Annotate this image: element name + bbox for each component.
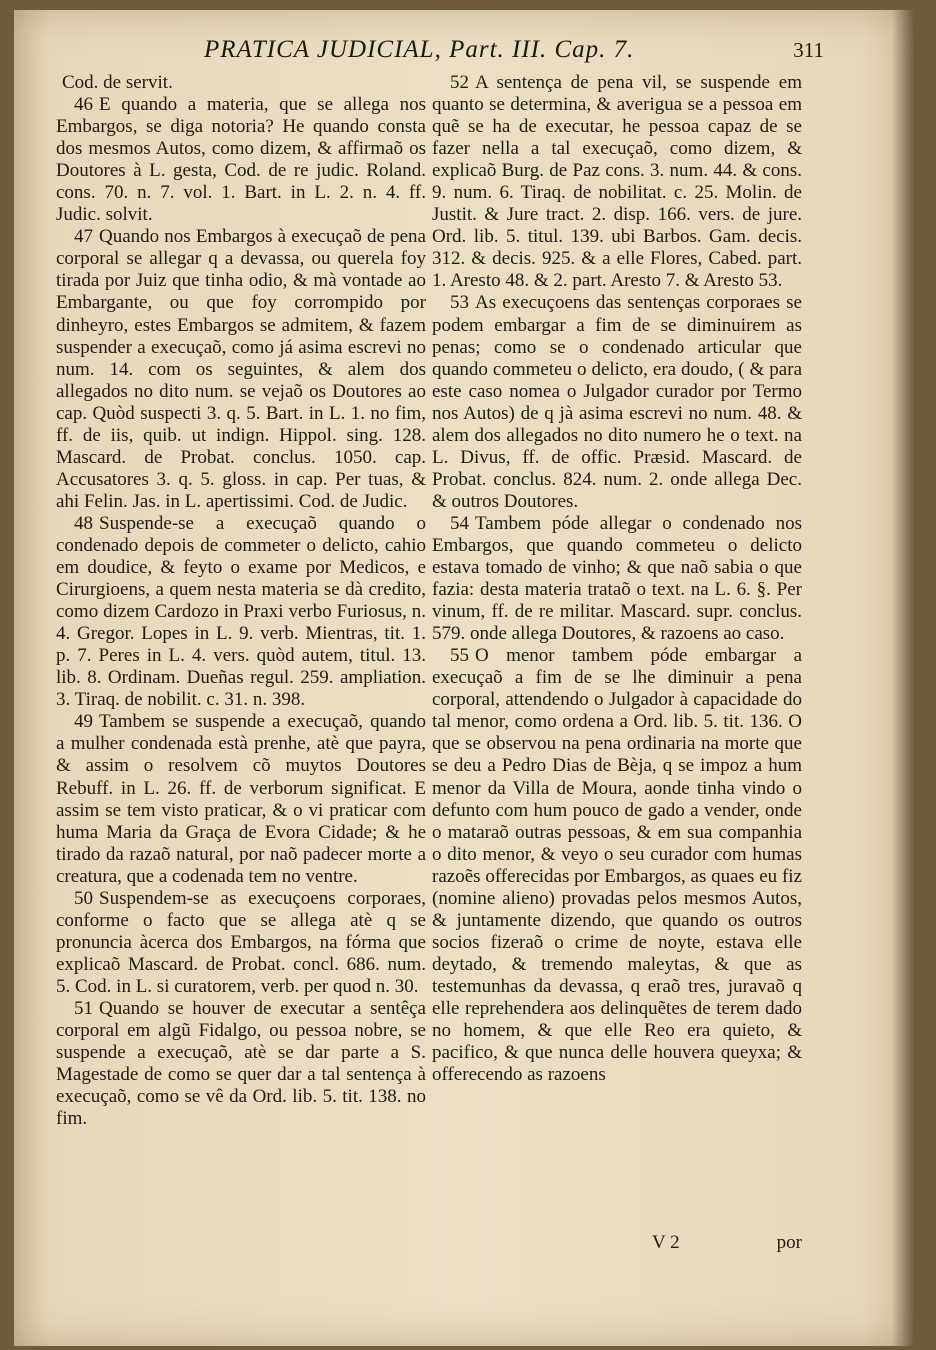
paragraph-number: 48 [74, 512, 93, 534]
book-page [14, 10, 914, 1346]
signature-mark: V 2 [652, 1232, 680, 1253]
paragraph-number: 53 [450, 292, 469, 314]
paragraph [56, 998, 426, 1130]
paragraph-text: Quando se houver de executar a sentêça corporal em algũ Fidalgo, ou pessoa nobre, se suspende a execuçaõ, atè se dar parte a S. Magestade de como se quer dar a tal sentença à execuçaõ, como se vê da Ord. lib. 5. tit. 138. no fim. [56, 997, 426, 1130]
paragraph-number: 49 [74, 711, 93, 733]
catchword: por [776, 1232, 802, 1253]
paragraph-text: Suspende-se a execuçaõ quando o condenado depois de commeter o delicto, cahio em doudice, & feyto o exame por Medicos, e Cirurgioens, a quem nesta materia se dà credito, como dizem Cardozo in Praxi verbo Furiosus, n. 4. Gregor. Lopes in L. 9. verb. Mientras, tit. 1. p. 7. Peres in L. 4. vers. quòd autem, titul. 13. lib. 8. Ordinam. Dueñas regul. 259. ampliation. 3. Tiraq. de nobilit. c. 31. n. 398. [56, 512, 426, 711]
paragraph-text: As execuçoens das sentenças corporaes se podem embargar a fim de se diminuirem as penas; como se o condenado articular que quando commeteu o delicto, era doudo, ( & para este caso nomea o Julgador curador por Termo nos Autos) de q jà asima escrevi no num. 48. & alem dos allegados no dito numero he o text. na L. Divus, ff. de offic. Præsid. Mascard. de Probat. conclus. 824. num. 2. onde allega Dec. & outros Doutores. [432, 292, 802, 512]
paragraph-number: 47 [74, 226, 93, 248]
paragraph-text: Suspendem-se as execuçoens corporaes, conforme o facto que se allega atè q se pronuncia àcerca dos Embargos, na fórma que explicaõ Mascard. de Probat. concl. 686. num. 5. Cod. in L. si curatorem, verb. per quod n. 30. [56, 887, 426, 997]
paragraph-text: E quando a materia, que se allega nos Embargos, se diga notoria? He quando consta dos mesmos Autos, como dizem, & affirmaõ os Doutores à L. gesta, Cod. de re judic. Roland. cons. 70. n. 7. vol. 1. Bart. in L. 2. n. 4. ff. Judic. solvit. [56, 94, 426, 226]
running-title: PRATICA JUDICIAL, Part. III. Cap. 7. [204, 36, 635, 63]
paragraph [56, 226, 426, 513]
paragraph [56, 711, 426, 887]
paragraph-text: Cod. de servit. [62, 72, 173, 93]
page-footer [432, 1232, 802, 1260]
paragraph [56, 888, 426, 998]
paragraph-number: 51 [74, 997, 93, 1019]
page-gutter-shadow [892, 10, 914, 1346]
paragraph-text: Tambem se suspende a execuçaõ, quando a mulher condenada està prenhe, atè que payra, & assim o resolvem cõ muytos Doutores Rebuff. in L. 26. ff. de verborum significat. E assim se tem visto praticar, & o vi praticar com huma Maria da Graça de Evora Cidade; & he tirado da razaõ natural, por naõ padecer morte a creatura, que a codenada tem no ventre. [56, 711, 426, 887]
page-number: 311 [793, 38, 824, 62]
paragraph-text: Quando nos Embargos à execuçaõ de pena corporal se allegar q a devassa, ou querela foy tirada por Juiz que tinha odio, & mà vontade ao Embargante, ou que foy corrompido por dinheyro, estes Embargos se admitem, & fazem suspender a execuçaõ, como já asima escrevi no num. 14. com os seguintes, & alem dos allegados no dito num. se vejaõ os Doutores ao cap. Quòd suspecti 3. q. 5. Bart. in L. 1. no fim, ff. de iis, quib. ut indign. Hippol. sing. 128. Mascard. de Probat. conclus. 1050. cap. Accusatores 3. q. 5. gloss. in cap. Per tuas, & ahi Felin. Jas. in L. apertissimi. Cod. de Judic. [56, 226, 426, 512]
paragraph-text: O menor tambem póde embargar a execuçaõ a fim de se lhe diminuir a pena corporal, attendendo o Julgador à capacidade do tal menor, como ordena a Ord. lib. 5. tit. 136. O que se observou na pena ordinaria na morte que se deu a Pedro Dias de Bèja, q se impoz a hum menor da Villa de Moura, aonde tinha vindo o defunto com hum pouco de gado a vender, onde o mataraõ outras pessoas, & em sua companhia o dito menor, & veyo o seu curador com humas razoẽs offerecidas por Embargos, as quaes eu fiz (nomine alieno) provadas pelos mesmos Autos, & juntamente dizendo, que quando os outros socios fizeraõ o crime de noyte, estava elle deytado, & tremendo maleytas, & que as testemunhas da devassa, q eraõ tres, juravaõ q elle reprehendera aos delinquẽtes de terem dado no homem, & que elle Reo era quieto, & pacifico, & que nunca delle houvera queyxa; & offerecendo as razoens [432, 645, 802, 1086]
right-column [432, 72, 802, 1086]
paragraph-text: A sentença de pena vil, se suspende em quanto se determina, & averigua se a pessoa em quẽ se ha de executar, he pessoa capaz de se fazer nella a tal execuçaõ, como dizem, & explicaõ Burg. de Paz cons. 3. num. 44. & cons. 9. num. 6. Tiraq. de nobilitat. c. 25. Molin. de Justit. & Jure tract. 2. disp. 166. vers. de jure. Ord. lib. 5. titul. 139. ubi Barbos. Gam. decis. 312. & decis. 925. & a elle Flores, Cabed. part. 1. Aresto 48. & 2. part. Aresto 7. & Aresto 53. [432, 72, 802, 292]
paragraph-number: 46 [74, 94, 93, 116]
paragraph-number: 50 [74, 887, 93, 909]
paragraph [432, 513, 802, 645]
page-header [54, 34, 824, 70]
paragraph [56, 513, 426, 711]
paragraph [432, 645, 802, 1086]
paragraph-number: 52 [450, 72, 469, 93]
paragraph-text: Tambem póde allegar o condenado nos Embargos, que quando commeteu o delicto estava tomado de vinho; & que naõ sabia o que fazia: desta materia trataõ o text. na L. 6. §. Per vinum, ff. de re militar. Mascard. supr. conclus. 579. onde allega Doutores, & razoens ao caso. [432, 512, 802, 645]
paragraph-number: 54 [450, 512, 469, 534]
paragraph [56, 72, 426, 94]
left-column [56, 72, 426, 1130]
paragraph [432, 72, 802, 292]
paragraph [432, 292, 802, 512]
paragraph [56, 94, 426, 226]
paragraph-number: 55 [450, 645, 469, 667]
